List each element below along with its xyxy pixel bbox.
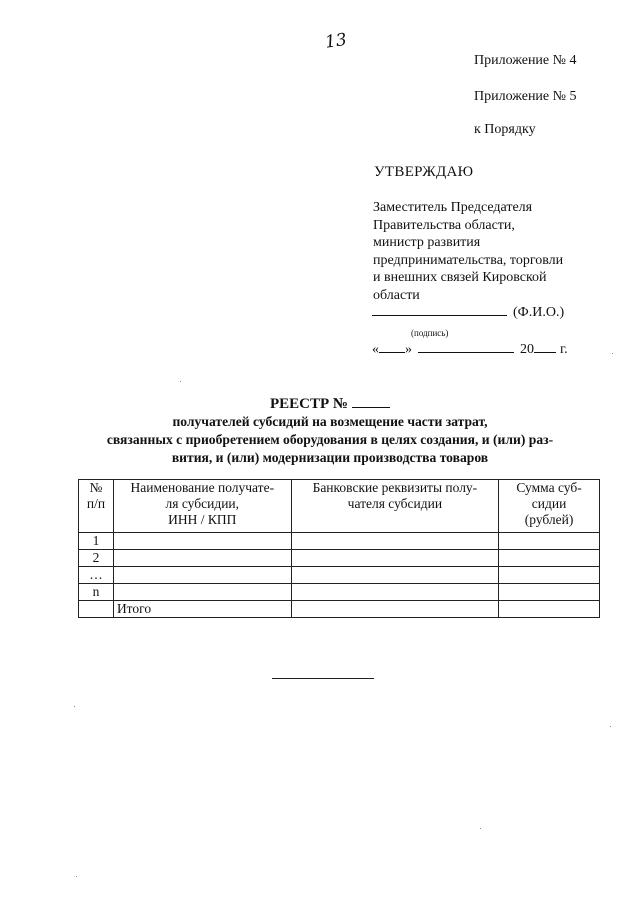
row-number: … (79, 567, 114, 584)
official-line: предпринимательства, торговли (373, 252, 564, 268)
official-line: министр развития (373, 235, 481, 251)
signature-row (372, 304, 564, 321)
day-blank (379, 341, 405, 353)
amount-cell (499, 567, 600, 584)
row-number: n (79, 584, 114, 601)
date-row (372, 341, 568, 358)
year-suffix: г. (560, 342, 568, 357)
registry-table (78, 479, 600, 618)
approval-heading: УТВЕРЖДАЮ (374, 164, 474, 180)
recipient-cell (113, 550, 291, 567)
official-title (373, 199, 613, 305)
bank-cell (291, 567, 499, 584)
date-open-quote: « (372, 342, 379, 357)
end-divider (272, 678, 374, 679)
register-title-block (60, 395, 600, 467)
signature-blank (372, 304, 507, 316)
official-line: и внешних связей Кировской (373, 270, 547, 286)
official-line: Заместитель Председателя (373, 200, 533, 215)
register-title-text: РЕЕСТР № (270, 396, 348, 412)
total-amount-cell (499, 601, 600, 618)
recipient-cell (113, 533, 291, 550)
table-total-row (79, 601, 600, 618)
bank-cell (291, 584, 499, 601)
amount-cell (499, 550, 600, 567)
total-label: Итого (113, 601, 291, 618)
bank-cell (291, 550, 499, 567)
scan-speck (74, 706, 75, 707)
annex-label-4: Приложение № 4 (474, 53, 577, 68)
month-blank (418, 341, 514, 353)
subtitle-line: получателей субсидий на возмещение части затрат, (172, 414, 488, 429)
scan-speck (180, 381, 181, 382)
scan-speck (480, 828, 481, 829)
subtitle-line: связанных с приобретением оборудования в целях создания, и (или) раз- (106, 432, 554, 447)
amount-cell (499, 533, 600, 550)
subtitle-line: вития, и (или) модернизации производства товаров (171, 450, 489, 465)
table-header-row (79, 480, 600, 533)
table-row (79, 567, 600, 584)
signature-caption: (подпись) (411, 328, 449, 338)
total-number-cell (79, 601, 114, 618)
annex-label-5: Приложение № 5 (474, 89, 577, 104)
register-number-blank (352, 395, 390, 408)
register-subtitle (60, 413, 600, 467)
header-number: № п/п (79, 480, 114, 533)
table-row (79, 550, 600, 567)
recipient-cell (113, 584, 291, 601)
fio-label: (Ф.И.О.) (513, 305, 565, 320)
header-bank-details: Банковские реквизиты полу- чателя субсидии (291, 480, 499, 533)
annex-procedure: к Порядку (474, 122, 536, 137)
total-bank-cell (291, 601, 499, 618)
header-amount: Сумма суб- сидии (рублей) (499, 480, 600, 533)
page-number: 13 (323, 29, 349, 53)
register-title (60, 395, 600, 413)
scan-speck (610, 726, 611, 727)
scan-speck (76, 876, 77, 877)
header-recipient: Наименование получате- ля субсидии, ИНН / КПП (113, 480, 291, 533)
row-number: 2 (79, 550, 114, 567)
official-line: Правительства области, (373, 217, 515, 233)
year-prefix: 20 (520, 342, 534, 357)
date-close-quote: » (405, 342, 412, 357)
row-number: 1 (79, 533, 114, 550)
official-line: области (373, 287, 420, 303)
amount-cell (499, 584, 600, 601)
scan-speck (612, 353, 613, 354)
table-row (79, 584, 600, 601)
recipient-cell (113, 567, 291, 584)
bank-cell (291, 533, 499, 550)
table-row (79, 533, 600, 550)
year-blank (534, 341, 556, 353)
